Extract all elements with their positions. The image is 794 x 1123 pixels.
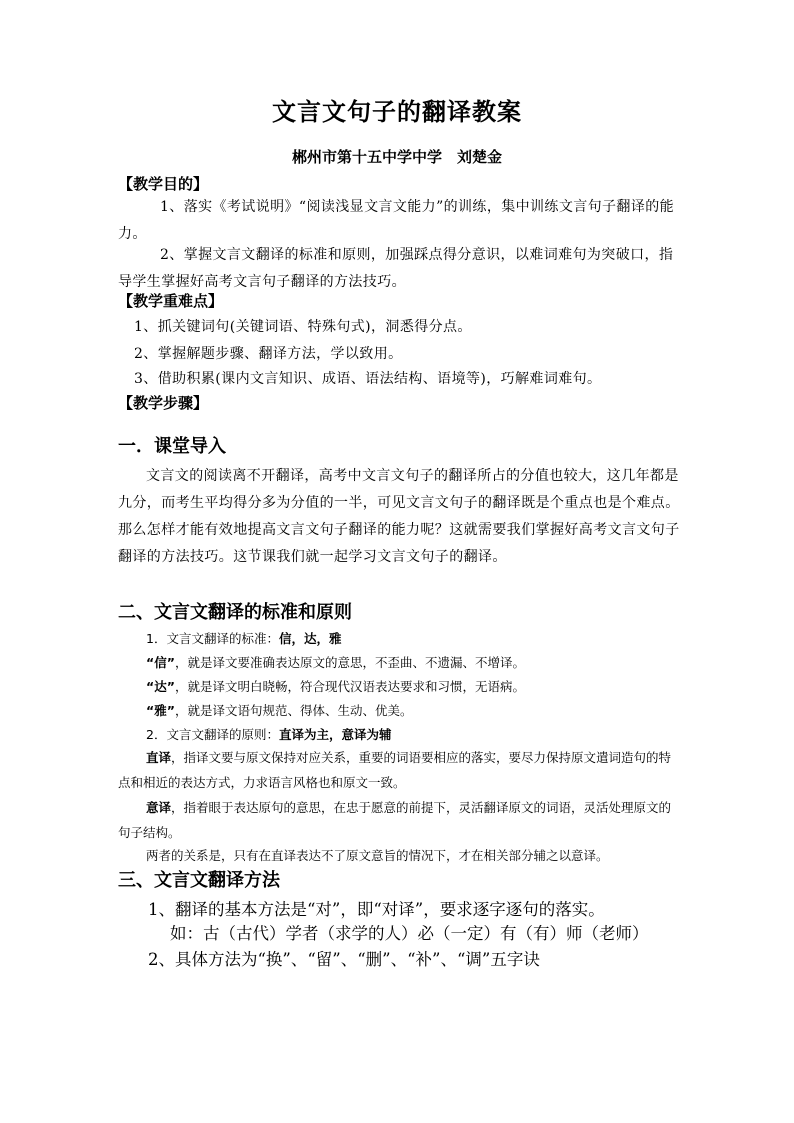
keypoint-item-3: 3、借助积累(课内文言知识、成语、语法结构、语境等)，巧解难词难句。 bbox=[134, 371, 602, 387]
principle-value: 直译为主，意译为辅 bbox=[278, 727, 392, 742]
xin-text: ，就是译文要准确表达原文的意思，不歪曲、不遗漏、不增译。 bbox=[174, 655, 525, 670]
method-line-2: 如：古（古代）学者（求学的人）必（一定）有（有）师（老师） bbox=[170, 924, 649, 943]
standard-value: 信，达，雅 bbox=[278, 631, 342, 646]
principle-label: 2．文言文翻译的原则： bbox=[146, 727, 279, 742]
xin-term: “信” bbox=[146, 655, 175, 670]
da-line bbox=[146, 677, 711, 695]
section1-heading: 一．课堂导入 bbox=[118, 436, 226, 457]
da-text: ，就是译文明白晓畅，符合现代汉语表达要求和习惯，无语病。 bbox=[174, 679, 525, 694]
document-title: 文言文句子的翻译教案 bbox=[272, 97, 522, 126]
keypoint-item-1: 1、抓关键词句(关键词语、特殊句式)，洞悉得分点。 bbox=[134, 319, 472, 335]
relation-line: 两者的关系是，只有在直译表达不了原文意旨的情况下，才在相关部分辅之以意译。 bbox=[146, 848, 609, 863]
da-term: “达” bbox=[146, 679, 175, 694]
section2-heading: 二、文言文翻译的标准和原则 bbox=[118, 602, 352, 623]
objectives-heading: 【教学目的】 bbox=[118, 175, 209, 193]
yiyi-text: ，指着眼于表达原句的意思，在忠于愿意的前提下，灵活翻译原文的词语，灵活处理原文的句子结构。 bbox=[118, 800, 672, 840]
ya-text: ，就是译文语句规范、得体、生动、优美。 bbox=[174, 703, 413, 718]
author-line: 郴州市第十五中学中学 刘楚金 bbox=[291, 148, 502, 166]
objective-item-2: 2、掌握文言文翻译的标准和原则，加强踩点得分意识，以难词难句为突破口，指导学生掌握好高考文言句子翻译的方法技巧。 bbox=[118, 247, 674, 290]
section3-heading: 三、文言文翻译方法 bbox=[118, 870, 280, 891]
zhiyi-term: 直译 bbox=[146, 750, 172, 765]
xin-line bbox=[146, 653, 711, 671]
keypoint-item-2: 2、掌握解题步骤、翻译方法，学以致用。 bbox=[134, 346, 403, 362]
ya-term: “雅” bbox=[146, 703, 175, 718]
steps-heading: 【教学步骤】 bbox=[118, 394, 209, 412]
ya-line bbox=[146, 701, 711, 719]
zhiyi-paragraph bbox=[118, 745, 683, 795]
keypoints-heading: 【教学重难点】 bbox=[118, 292, 224, 310]
objective-item-1: 1、落实《考试说明》“阅读浅显文言文能力”的训练，集中训练文言句子翻译的能力。 bbox=[118, 199, 675, 242]
yiyi-paragraph bbox=[118, 795, 683, 845]
standard-line bbox=[146, 629, 711, 647]
yiyi-term: 意译 bbox=[146, 800, 172, 815]
standard-label: 1．文言文翻译的标准： bbox=[146, 631, 279, 646]
zhiyi-text: ，指译文要与原文保持对应关系，重要的词语要相应的落实，要尽力保持原文遣词造句的特点和相近的表达方式，力求语言风格也和原文一致。 bbox=[118, 750, 672, 790]
section1-paragraph: 文言文的阅读离不开翻译，高考中文言文句子的翻译所占的分值也较大，这几年都是九分，而考生平均得分多为分值的一半，可见文言文句子的翻译既是个重点也是个难点。那么怎样才能有效地提高文言文句子翻译的能力呢？这就需要我们掌握好高考文言文句子翻译的方法技巧。这节课我们就一起学习文言文句子的翻译。 bbox=[118, 468, 680, 565]
method-line-1: 1、翻译的基本方法是“对”，即“对译”，要求逐字逐句的落实。 bbox=[148, 900, 605, 919]
principle-line bbox=[146, 725, 711, 743]
method-line-3: 2、具体方法为“换”、“留”、“删”、“补”、“调”五字诀 bbox=[148, 950, 540, 969]
